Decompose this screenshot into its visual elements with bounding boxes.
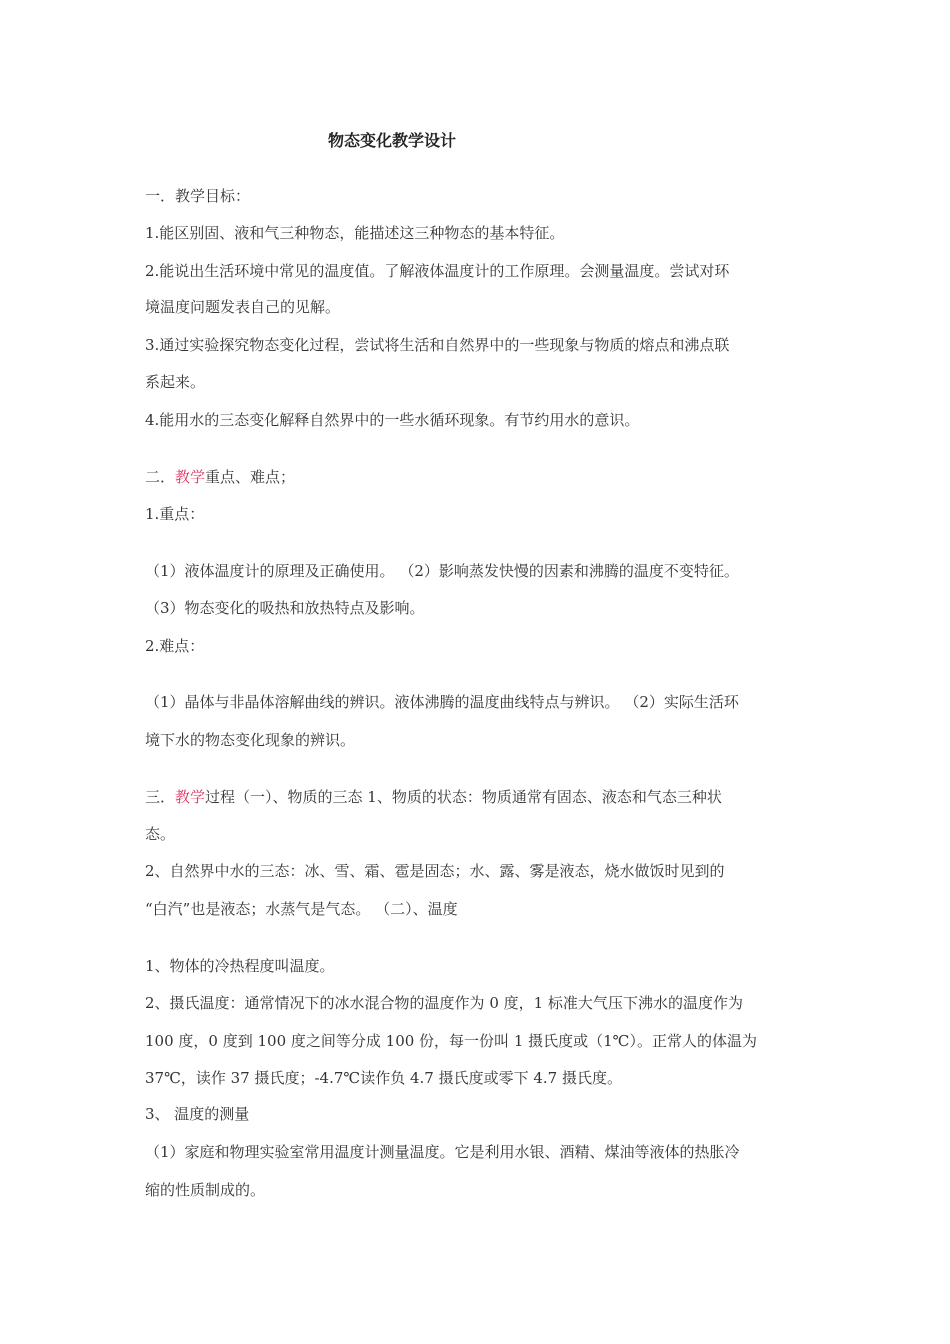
difficulty-line: （1）晶体与非晶体溶解曲线的辨识。液体沸腾的温度曲线特点与辨识。 （2）实际生活环 xyxy=(145,693,739,711)
process-line: 1、物体的冷热程度叫温度。 xyxy=(145,957,335,975)
process-line: 100 度，0 度到 100 度之间等分成 100 份，每一份叫 1 摄氏度或（1℃）。正常人的体温为 xyxy=(145,1032,757,1050)
section2-prefix: 二． xyxy=(145,468,176,486)
objective-line: 1.能区别固、液和气三种物态，能描述这三种物态的基本特征。 xyxy=(145,224,565,242)
difficulties-label: 2.难点： xyxy=(145,637,205,655)
objective-line: 境温度问题发表自己的见解。 xyxy=(145,298,341,316)
document-title: 物态变化教学设计 xyxy=(328,131,457,150)
objective-line: 2.能说出生活环境中常见的温度值。了解液体温度计的工作原理。会测量温度。尝试对环 xyxy=(145,262,730,280)
section2-highlight: 教学 xyxy=(175,468,206,486)
difficulty-line: 境下水的物态变化现象的辨识。 xyxy=(145,731,356,749)
section1-heading: 一．教学目标： xyxy=(145,187,251,205)
key-point-line: （1）液体温度计的原理及正确使用。 （2）影响蒸发快慢的因素和沸腾的温度不变特征。 xyxy=(145,562,739,580)
process-line: 2、自然界中水的三态：冰、雪、霜、雹是固态；水、露、雾是液态，烧水做饭时见到的 xyxy=(145,862,725,880)
section2-heading xyxy=(145,467,295,487)
process-line: 37℃，读作 37 摄氏度；-4.7℃读作负 4.7 摄氏度或零下 4.7 摄氏度。 xyxy=(145,1069,622,1087)
section3-prefix: 三． xyxy=(145,788,176,806)
objective-line: 3.通过实验探究物态变化过程，尝试将生活和自然界中的一些现象与物质的熔点和沸点联 xyxy=(145,336,730,354)
process-line: 2、摄氏温度：通常情况下的冰水混合物的温度作为 0 度，1 标准大气压下沸水的温度作为 xyxy=(145,994,743,1012)
key-point-line: （3）物态变化的吸热和放热特点及影响。 xyxy=(145,599,425,617)
process-line: 态。 xyxy=(145,825,176,843)
process-line: 缩的性质制成的。 xyxy=(145,1181,266,1199)
process-line: （1）家庭和物理实验室常用温度计测量温度。它是利用水银、酒精、煤油等液体的热胀冷 xyxy=(145,1143,740,1161)
objective-line: 4.能用水的三态变化解释自然界中的一些水循环现象。有节约用水的意识。 xyxy=(145,411,640,429)
key-points-label: 1.重点： xyxy=(145,505,205,523)
section3-highlight: 教学 xyxy=(175,788,206,806)
process-line: “白汽”也是液态；水蒸气是气态。 （二）、温度 xyxy=(145,900,458,918)
section3-suffix: 过程（一）、物质的三态 1、物质的状态：物质通常有固态、液态和气态三种状 xyxy=(205,788,722,806)
section2-suffix: 重点、难点； xyxy=(205,468,296,486)
section3-heading xyxy=(145,787,722,807)
process-line: 3、 温度的测量 xyxy=(145,1105,250,1123)
objective-line: 系起来。 xyxy=(145,373,206,391)
